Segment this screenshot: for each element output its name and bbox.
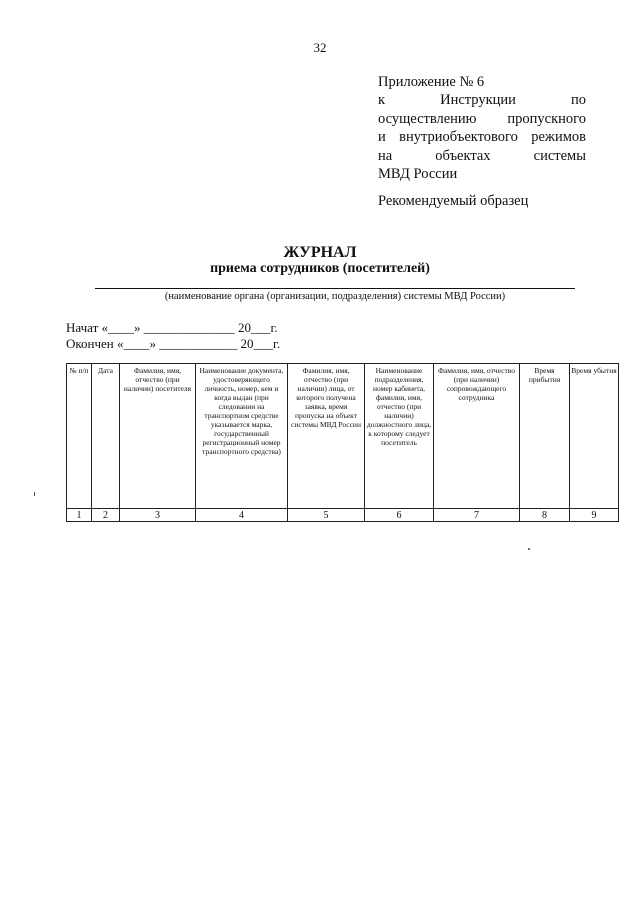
started-date-line: Начат «____» ______________ 20___г. bbox=[66, 320, 278, 335]
header-cell-request-author: Фамилия, имя, отчество (при наличии) лица, от которого получена заявка, время пропуска на объект системы МВД России bbox=[288, 364, 365, 509]
header-cell-departure-time: Время убытия bbox=[570, 364, 619, 509]
column-number-cell: 1 bbox=[67, 509, 92, 522]
column-number-cell: 5 bbox=[288, 509, 365, 522]
header-cell-escort: Фамилия, имя, отчество (при наличии) сопровождающего сотрудника bbox=[434, 364, 520, 509]
appendix-word: внутриобъектового bbox=[399, 129, 518, 146]
column-number-cell: 3 bbox=[120, 509, 196, 522]
appendix-reference bbox=[378, 73, 586, 183]
header-cell-destination: Наименование подразделения, номер кабинета, фамилия, имя, отчество (при наличии) должностного лица, к которому следует посетитель bbox=[365, 364, 434, 509]
appendix-line bbox=[378, 91, 586, 109]
org-name-line bbox=[95, 288, 575, 289]
header-cell-number: № п/п bbox=[67, 364, 92, 509]
column-number-cell: 8 bbox=[520, 509, 570, 522]
appendix-line bbox=[378, 110, 586, 128]
table-header-row bbox=[67, 364, 619, 509]
scan-speck bbox=[528, 548, 530, 550]
journal-subtitle: приема сотрудников (посетителей) bbox=[210, 261, 430, 276]
appendix-word: к bbox=[378, 92, 386, 109]
column-number-cell: 6 bbox=[365, 509, 434, 522]
appendix-word: режимов bbox=[531, 129, 586, 146]
column-number-cell: 9 bbox=[570, 509, 619, 522]
appendix-word: системы bbox=[533, 147, 586, 164]
appendix-line bbox=[378, 128, 586, 146]
scan-speck bbox=[34, 492, 35, 496]
sample-label: Рекомендуемый образец bbox=[378, 193, 529, 209]
appendix-word: на bbox=[378, 147, 393, 164]
journal-table bbox=[66, 363, 619, 522]
appendix-line bbox=[378, 147, 586, 165]
header-cell-visitor-name: Фамилия, имя, отчество (при наличии) посетителя bbox=[120, 364, 196, 509]
page-number: 32 bbox=[313, 40, 327, 55]
column-number-cell: 4 bbox=[196, 509, 288, 522]
appendix-word: осуществлению bbox=[378, 110, 477, 127]
appendix-word: пропускного bbox=[507, 110, 586, 127]
appendix-word: МВД России bbox=[378, 166, 458, 183]
appendix-line bbox=[378, 165, 586, 183]
column-number-cell: 2 bbox=[92, 509, 120, 522]
header-cell-date: Дата bbox=[92, 364, 120, 509]
ended-date-line: Окончен «____» ____________ 20___г. bbox=[66, 336, 281, 351]
column-number-row bbox=[67, 509, 619, 522]
appendix-word: объектах bbox=[435, 147, 491, 164]
header-cell-id-document: Наименование документа, удостоверяющего личность, номер, кем и когда выдан (при следовании на транспортном средстве указывается марка, государственный регистрационный номер транспортного средства) bbox=[196, 364, 288, 509]
header-cell-arrival-time: Время прибытия bbox=[520, 364, 570, 509]
appendix-word: Инструкции bbox=[440, 92, 516, 109]
appendix-word: и bbox=[378, 129, 386, 146]
appendix-word: Приложение № 6 bbox=[378, 74, 485, 90]
column-number-cell: 7 bbox=[434, 509, 520, 522]
journal-title: ЖУРНАЛ bbox=[283, 244, 357, 261]
appendix-line bbox=[378, 73, 586, 91]
org-name-caption: (наименование органа (организации, подразделения) системы МВД России) bbox=[164, 291, 506, 302]
appendix-word: по bbox=[570, 92, 586, 109]
